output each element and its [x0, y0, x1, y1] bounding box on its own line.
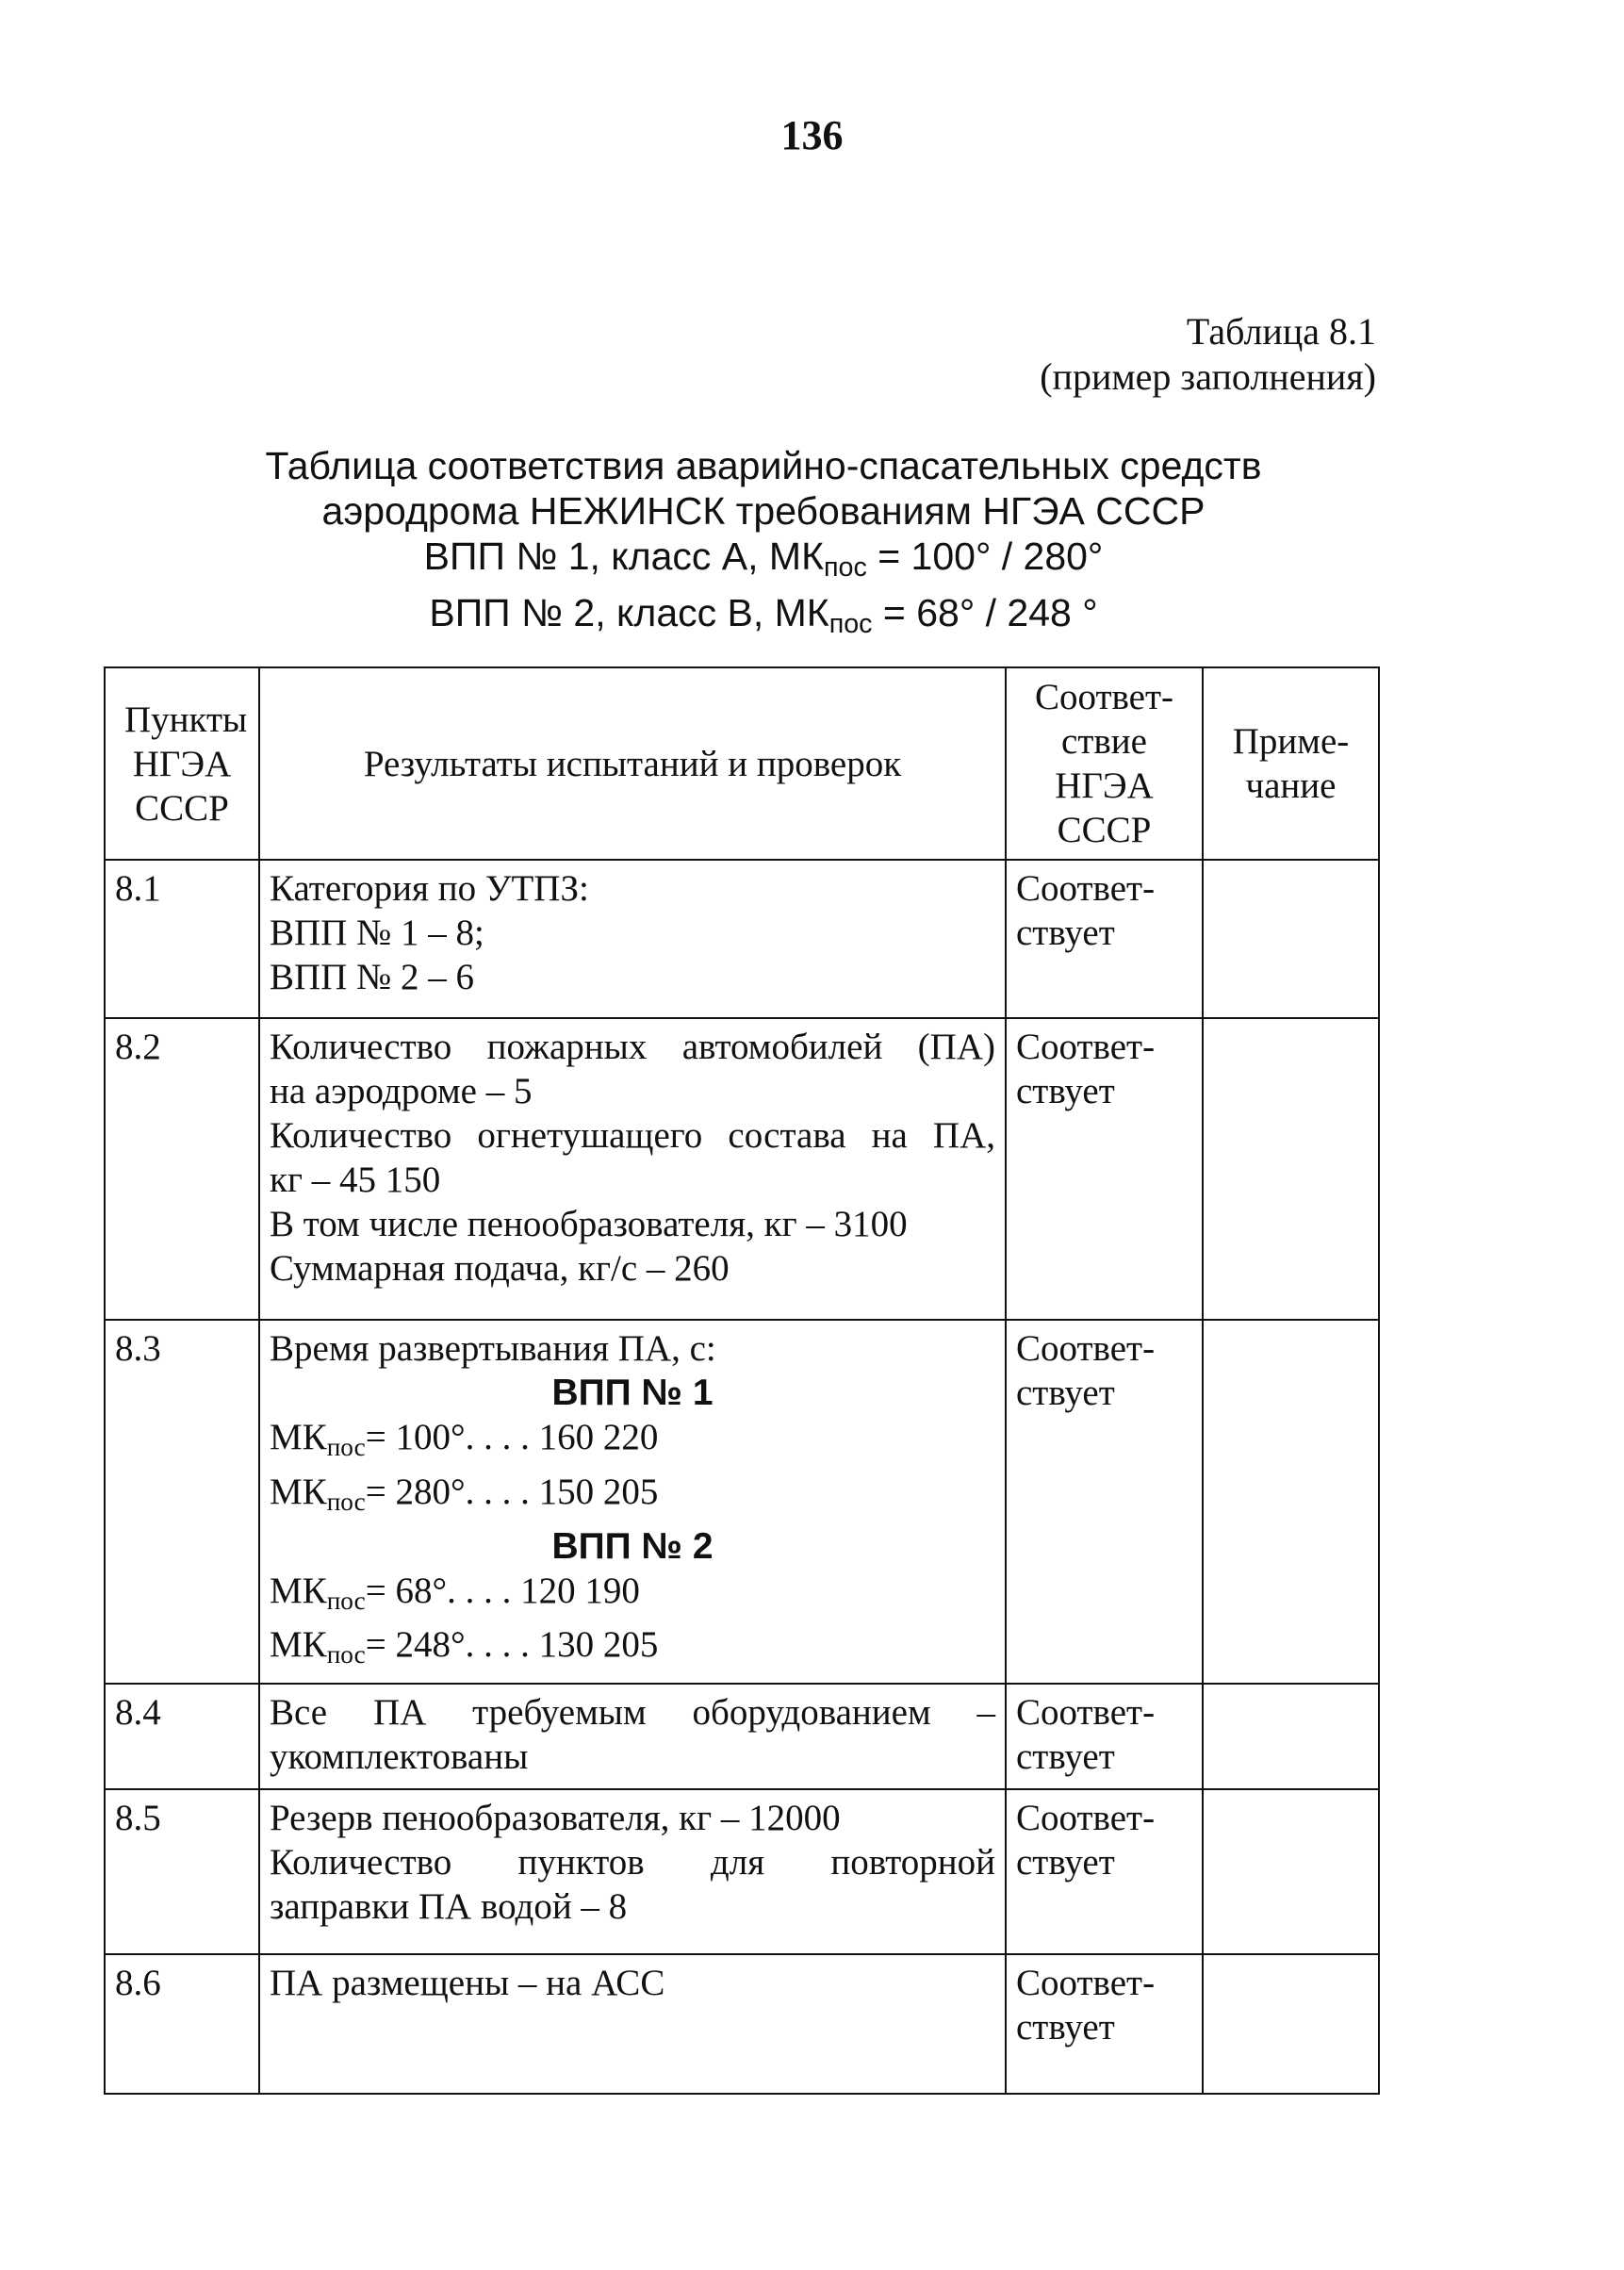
row-number: 8.1	[105, 860, 259, 1018]
row-status: Соответ-ствует	[1006, 860, 1203, 1018]
row-note	[1203, 1954, 1379, 2094]
header-note: Приме-чание	[1203, 667, 1379, 860]
row-content: Категория по УТПЗ: ВПП № 1 – 8; ВПП № 2 – 6	[259, 860, 1006, 1018]
row-content: Все ПА требуемым оборудованием – укомплектованы	[259, 1684, 1006, 1789]
page-number: 136	[780, 112, 844, 158]
table-row	[105, 1320, 1379, 1684]
row-note	[1203, 1684, 1379, 1789]
row-status: Соответ-ствует	[1006, 1684, 1203, 1789]
header-compliance: Соответ-ствие НГЭА СССР	[1006, 667, 1203, 860]
row-content: Резерв пенообразователя, кг – 12000 Количество пунктов для повторной заправки ПА водой – 8	[259, 1789, 1006, 1954]
row-content: Количество пожарных автомобилей (ПА) на аэродроме – 5 Количество огнетушащего состава на ПА, кг – 45 150 В том числе пенообразователя, кг – 3100 Суммарная подача, кг/с – 260	[259, 1018, 1006, 1320]
row-number: 8.4	[105, 1684, 259, 1789]
row-status: Соответ-ствует	[1006, 1954, 1203, 2094]
row-note	[1203, 1018, 1379, 1320]
table-header-row	[105, 667, 1379, 860]
row-content: Время развертывания ПА, с: ВПП № 1 $МК_{пос}= 100^\circ$. . . . 160 220 $МК_{пос}= 280^\circ$. . . . 150 205 ВПП № 2 $МК_{пос}= 68^\circ$. . . . 120 190 $МК_{пос}= 248^\circ$. . . . 130 205	[259, 1320, 1006, 1684]
row-note	[1203, 1320, 1379, 1684]
row-number: 8.2	[105, 1018, 259, 1320]
heading-line-4: ВПП № 2, класс В, $МК_{пос} = 68^\circ / 248$ °	[429, 591, 1098, 640]
table-label: Таблица 8.1	[1186, 310, 1376, 353]
row-note	[1203, 860, 1379, 1018]
row-status: Соответ-ствует	[1006, 1320, 1203, 1684]
table-heading	[151, 443, 1376, 647]
row-status: Соответ-ствует	[1006, 1789, 1203, 1954]
table-note: (пример заполнения)	[1040, 355, 1376, 398]
runway-2-label: ВПП № 2	[551, 1525, 714, 1567]
row-content: ПА размещены – на АСС	[259, 1954, 1006, 2094]
heading-line-2: аэродрома НЕЖИНСК требованиям НГЭА СССР	[321, 489, 1206, 533]
table-row	[105, 1018, 1379, 1320]
row-number: 8.6	[105, 1954, 259, 2094]
header-results: Результаты испытаний и проверок	[259, 667, 1006, 860]
row-status: Соответ-ствует	[1006, 1018, 1203, 1320]
row-number: 8.3	[105, 1320, 259, 1684]
header-items: Пункты НГЭА СССР	[105, 667, 259, 860]
heading-line-3: ВПП № 1, класс А, $МК_{пос} = 100^\circ / 280^\circ$	[423, 535, 1104, 584]
table-row	[105, 1954, 1379, 2094]
row-note	[1203, 1789, 1379, 1954]
row-number: 8.5	[105, 1789, 259, 1954]
compliance-table	[104, 666, 1380, 2095]
table-row	[105, 1789, 1379, 1954]
table-reference	[1040, 309, 1376, 400]
table-row	[105, 1684, 1379, 1789]
table-row	[105, 860, 1379, 1018]
heading-line-1: Таблица соответствия аварийно-спасательных средств	[265, 444, 1262, 487]
runway-1-label: ВПП № 1	[551, 1373, 714, 1413]
